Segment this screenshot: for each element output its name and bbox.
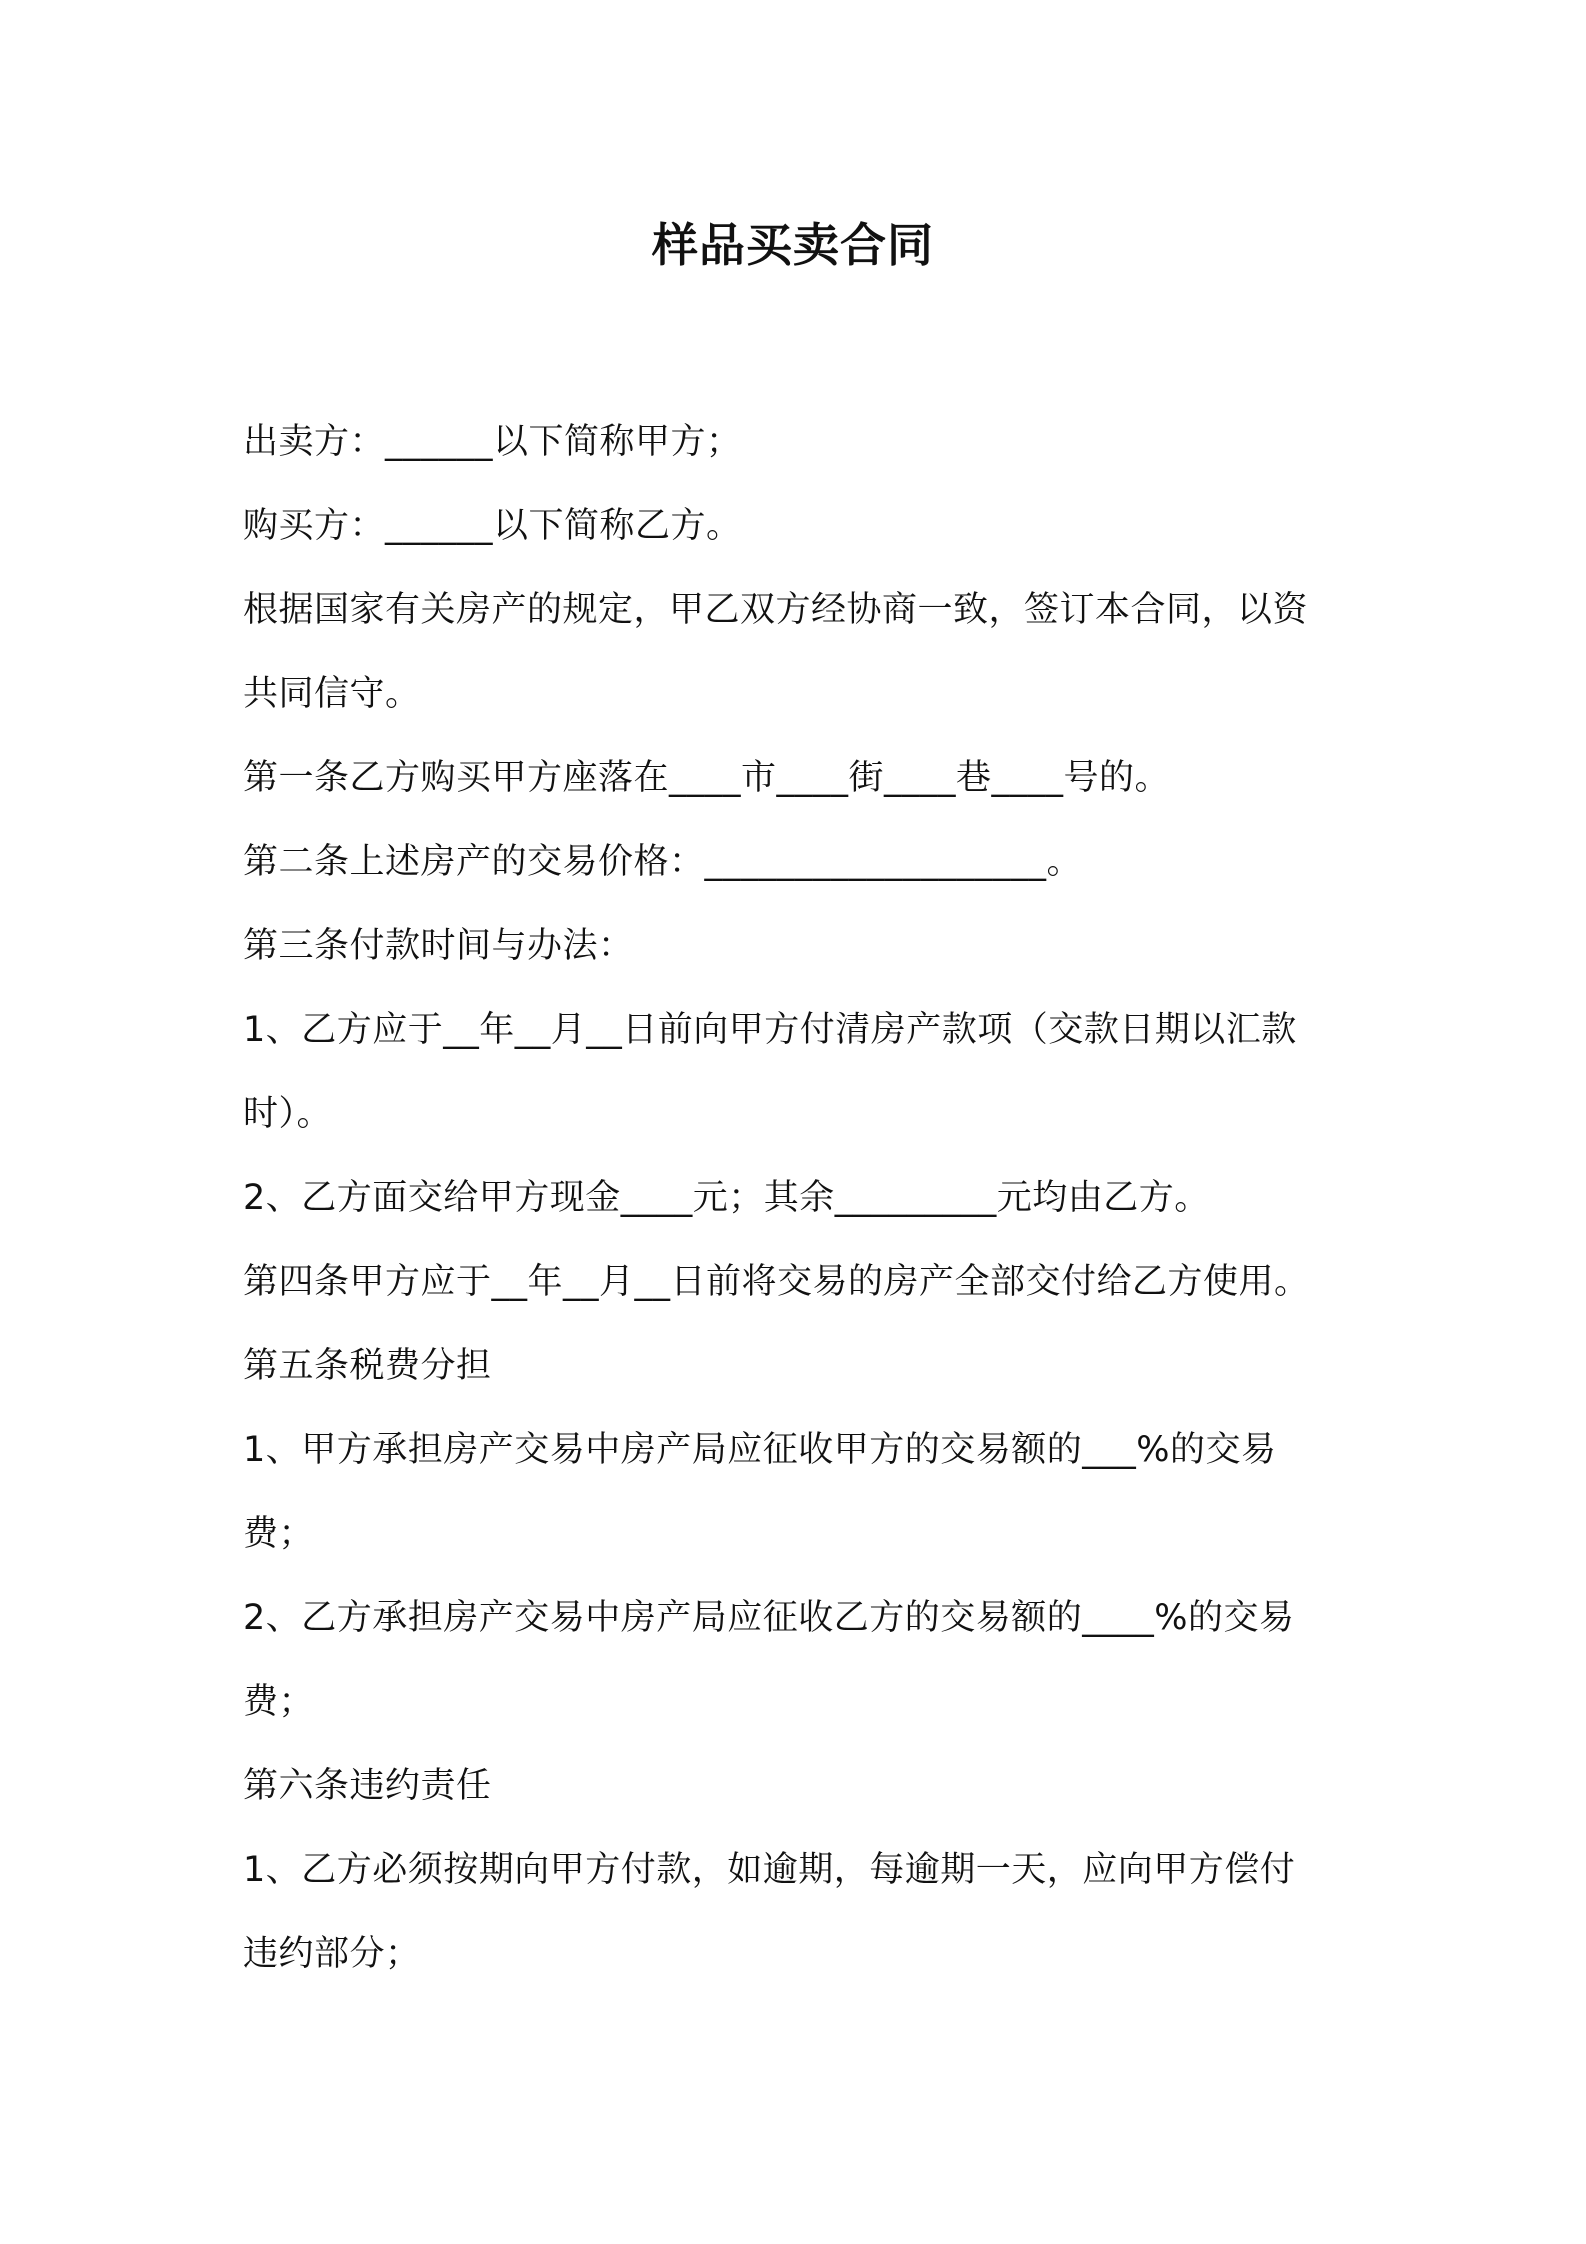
article-3-heading: 第三条付款时间与办法： <box>243 926 634 966</box>
article-5-item-1-line-2: 费； <box>243 1514 315 1554</box>
article-6-item-1-line-2: 违约部分； <box>243 1934 421 1974</box>
article-6-heading: 第六条违约责任 <box>243 1766 492 1806</box>
buyer-line: 购买方：______以下简称乙方。 <box>243 506 742 546</box>
preamble-line-2: 共同信守。 <box>243 674 421 714</box>
article-3-item-2: 2、乙方面交给甲方现金____元；其余_________元均由乙方。 <box>243 1178 1210 1218</box>
seller-line: 出卖方：______以下简称甲方； <box>243 422 742 462</box>
document-body <box>243 400 1373 1996</box>
article-6-item-1-line-1: 1、乙方必须按期向甲方付款，如逾期，每逾期一天，应向甲方偿付 <box>243 1850 1296 1890</box>
article-1: 第一条乙方购买甲方座落在____市____街____巷____号的。 <box>243 758 1171 798</box>
article-5-item-1-line-1: 1、甲方承担房产交易中房产局应征收甲方的交易额的___%的交易 <box>243 1430 1277 1470</box>
article-5-item-2-line-2: 费； <box>243 1682 315 1722</box>
preamble-line-1: 根据国家有关房产的规定，甲乙双方经协商一致，签订本合同，以资 <box>243 590 1309 630</box>
article-3-item-1-line-2: 时）。 <box>243 1094 333 1134</box>
article-3-item-1-line-1: 1、乙方应于__年__月__日前向甲方付清房产款项（交款日期以汇款 <box>243 1010 1297 1050</box>
document-title: 样品买卖合同 <box>652 218 934 272</box>
article-4: 第四条甲方应于__年__月__日前将交易的房产全部交付给乙方使用。 <box>243 1262 1310 1302</box>
article-2: 第二条上述房产的交易价格：___________________。 <box>243 842 1083 882</box>
article-5-heading: 第五条税费分担 <box>243 1346 492 1386</box>
article-5-item-2-line-1: 2、乙方承担房产交易中房产局应征收乙方的交易额的____%的交易 <box>243 1598 1295 1638</box>
